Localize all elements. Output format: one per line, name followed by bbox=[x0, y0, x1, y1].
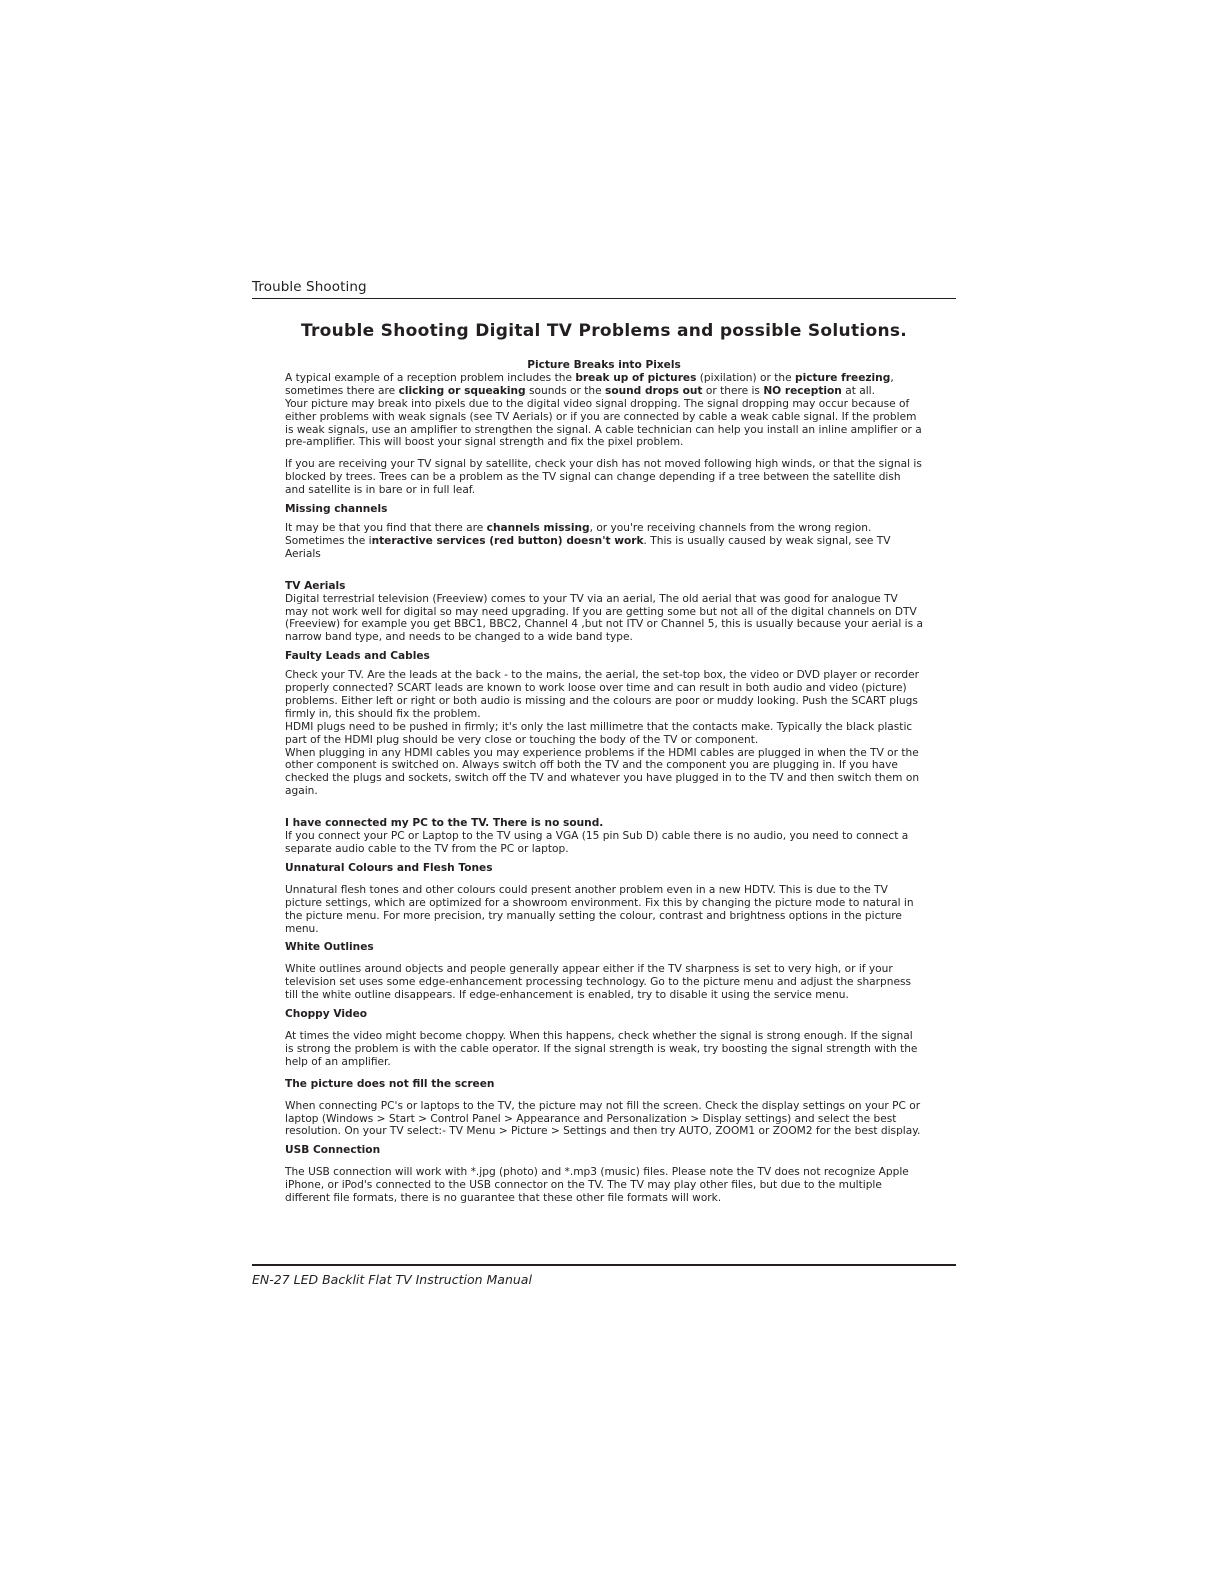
paragraph-usb-connection: The USB connection will work with *.jpg (photo) and *.mp3 (music) files. Please note the TV does not recognize Apple iPhone, or iPod's connected to the USB connector on the TV. The TV may play other files, but due to the multiple different file formats, there is no guarantee that these other file formats will work. bbox=[285, 1166, 909, 1205]
paragraph-white-outlines: White outlines around objects and people generally appear either if the TV sharpness is set to very high, or if your television set uses some edge-enhancement processing technology. Go to the picture menu and adjust the sharpness till the white outline disappears. If edge-enhancement is enabled, try to disable it using the service menu. bbox=[285, 963, 912, 1002]
paragraph-picture-fill: When connecting PC's or laptops to the TV, the picture may not fill the screen. Check the display settings on your PC or laptop (Windows > Start > Control Panel > Appearance and Personalization > Display settings) and select the best resolution. On your TV select:- TV Menu > Picture > Settings and then try AUTO, ZOOM1 or ZOOM2 for the best display. bbox=[285, 1099, 921, 1138]
paragraph-hdmi-plugs: HDMI plugs need to be pushed in firmly; it's only the last millimetre that the contacts make. Typically the black plastic part of the HDMI plug should be very close or touching the body of the TV or component. bbox=[285, 720, 913, 746]
top-divider bbox=[252, 298, 956, 299]
paragraph-tv-aerials: Digital terrestrial television (Freeview) comes to your TV via an aerial, The old aerial that was good for analogue TV may not work well for digital so may need upgrading. If you are getting some but not all of the digital channels on DTV (Freeview) for example you get BBC1, BBC2, Channel 4 ,but not ITV or Channel 5, this is usually because your aerial is a narrow band type, and needs to be changed to a wide band type. bbox=[285, 592, 923, 644]
page-footer: EN-27 LED Backlit Flat TV Instruction Manual bbox=[252, 1272, 532, 1287]
paragraph-hdmi-plugging: When plugging in any HDMI cables you may experience problems if the HDMI cables are plugged in when the TV or the other component is switched on. Always switch off both the TV and the component you are plugging in. If you have checked the plugs and sockets, switch off the TV and whatever you have plugged in to the TV and then switch them on again. bbox=[285, 746, 920, 798]
paragraph-satellite: If you are receiving your TV signal by satellite, check your dish has not moved following high winds, or that the signal is blocked by trees. Trees can be a problem as the TV signal can change depending if a tree between the satellite dish and satellite is in bare or in full leaf. bbox=[285, 458, 922, 497]
heading-usb-connection: USB Connection bbox=[285, 1144, 381, 1157]
page-title: Trouble Shooting Digital TV Problems and possible Solutions. bbox=[300, 321, 908, 341]
bottom-divider bbox=[252, 1264, 956, 1266]
heading-picture-fill: The picture does not fill the screen bbox=[285, 1077, 495, 1090]
heading-pc-no-sound: I have connected my PC to the TV. There is no sound. bbox=[285, 817, 604, 830]
heading-unnatural-colours: Unnatural Colours and Flesh Tones bbox=[285, 861, 493, 874]
paragraph-scart-leads: Check your TV. Are the leads at the back - to the mains, the aerial, the set-top box, the video or DVD player or recorder properly connected? SCART leads are known to work loose over time and can result in both audio and video (picture) problems. Either left or right or both audio is missing and the colours are poor or muddy looking. Push the SCART plugs firmly in, this should fix the problem. bbox=[285, 669, 919, 720]
section-label: Trouble Shooting bbox=[252, 279, 367, 295]
heading-missing-channels: Missing channels bbox=[285, 503, 388, 516]
paragraph-reception-problem: A typical example of a reception problem includes the break up of pictures (pixilation) or the picture freezing, sometimes there are clicking or squeaking sounds or the sound drops out or there is NO reception at all. bbox=[285, 371, 894, 397]
paragraph-pc-no-sound: If you connect your PC or Laptop to the TV using a VGA (15 pin Sub D) cable there is no audio, you need to connect a separate audio cable to the TV from the PC or laptop. bbox=[285, 830, 909, 855]
heading-choppy-video: Choppy Video bbox=[285, 1008, 368, 1021]
heading-picture-pixels: Picture Breaks into Pixels bbox=[527, 359, 681, 371]
paragraph-missing-channels: It may be that you find that there are channels missing, or you're receiving channels from the wrong region. Sometimes the interactive services (red button) doesn't work. This is usually caused by weak signal, see TV Aerials bbox=[285, 521, 891, 560]
paragraph-unnatural-colours: Unnatural flesh tones and other colours could present another problem even in a new HDTV. This is due to the TV picture settings, which are optimized for a showroom environment. Fix this by changing the picture mode to natural in the picture menu. For more precision, try manually setting the colour, contrast and brightness options in the picture menu. bbox=[285, 883, 914, 935]
paragraph-choppy-video: At times the video might become choppy. When this happens, check whether the signal is strong enough. If the signal is strong the problem is with the cable operator. If the signal strength is weak, try boosting the signal strength with the help of an amplifier. bbox=[285, 1029, 918, 1068]
document-body bbox=[285, 359, 923, 1205]
heading-white-outlines: White Outlines bbox=[285, 941, 374, 954]
heading-faulty-leads: Faulty Leads and Cables bbox=[285, 650, 430, 663]
heading-tv-aerials: TV Aerials bbox=[285, 579, 346, 592]
paragraph-pixel-cause: Your picture may break into pixels due to the digital video signal dropping. The signal dropping may occur because of either problems with weak signals (see TV Aerials) or if you are connected by cable a weak cable signal. If the problem is weak signals, use an amplifier to strengthen the signal. A cable technician can help you install an inline amplifier or a pre-amplifier. This will boost your signal strength and fix the pixel problem. bbox=[285, 397, 922, 449]
